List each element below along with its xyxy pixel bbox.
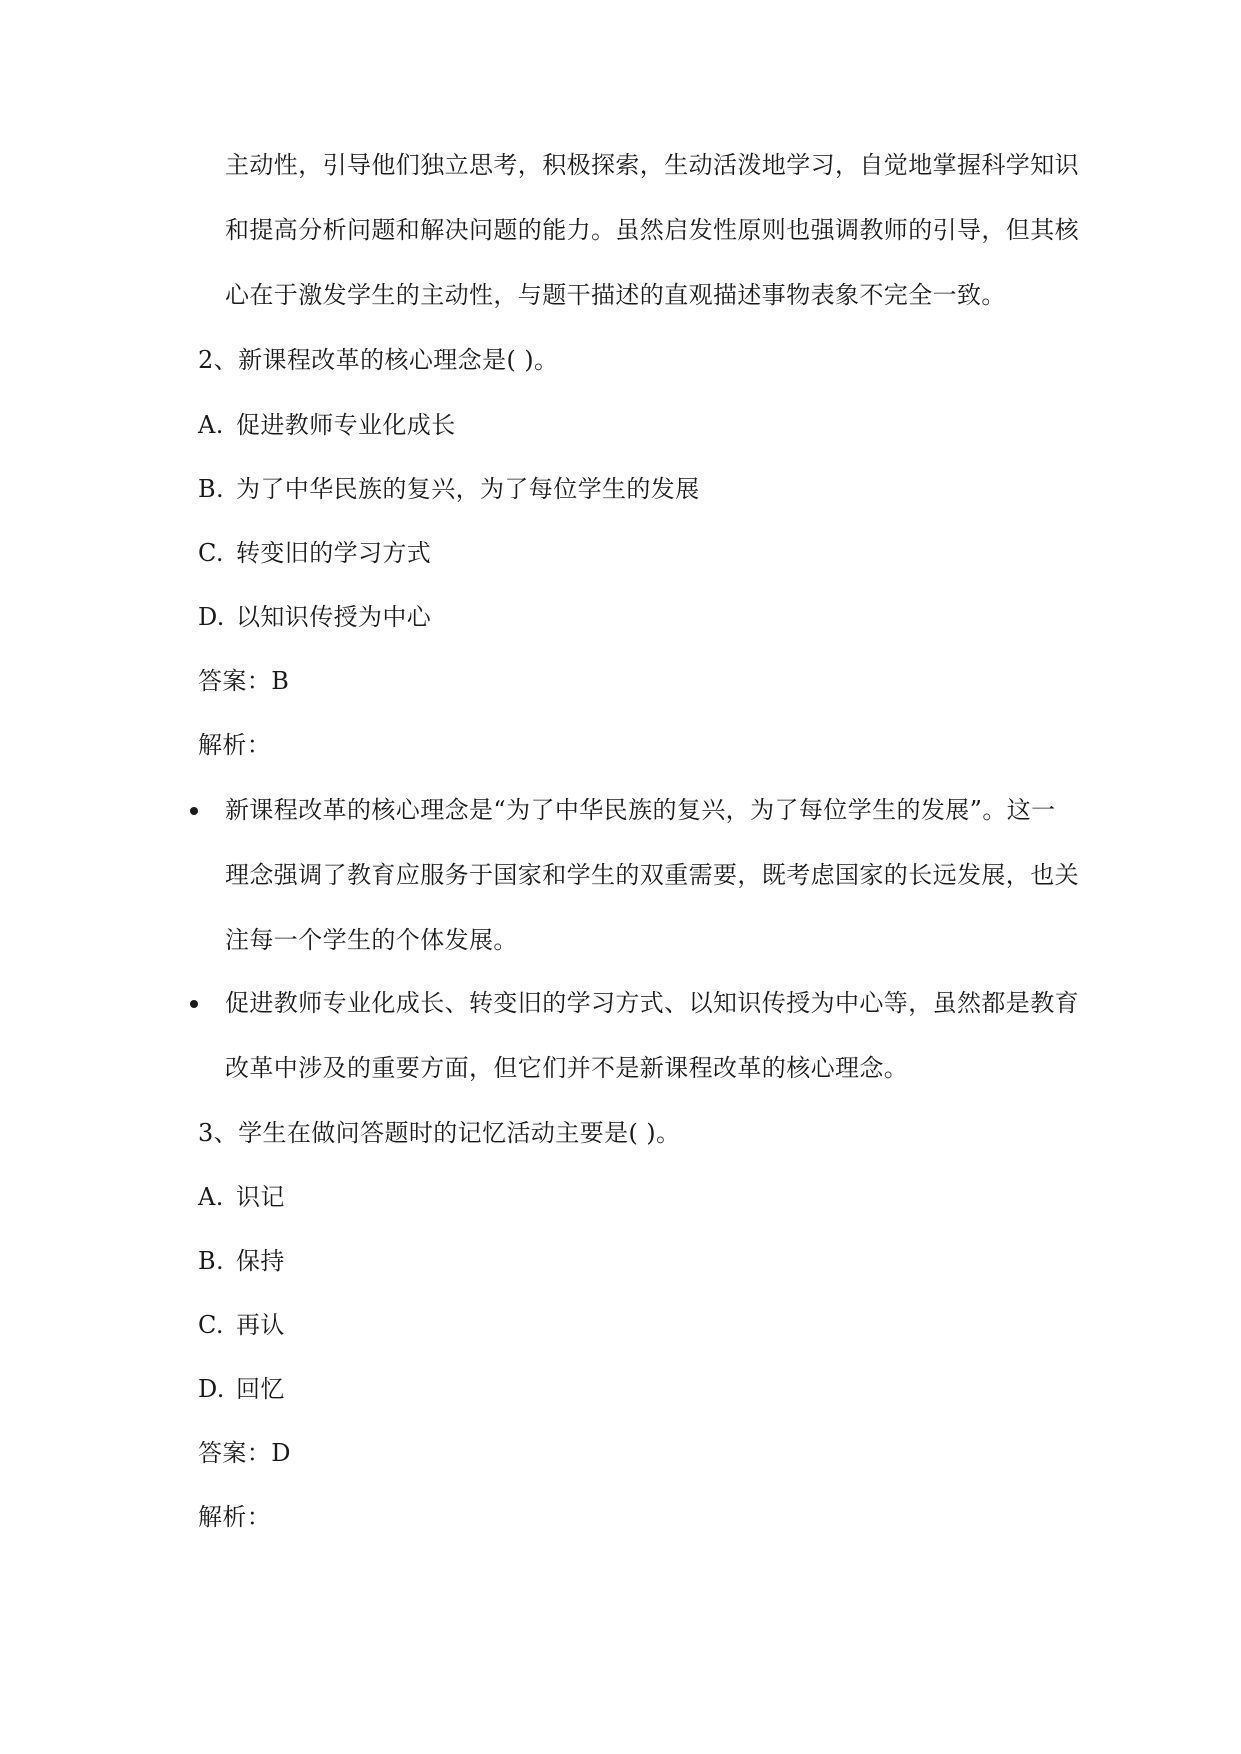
q3-option-d — [198, 1374, 285, 1404]
analysis-line: 主动性，引导他们独立思考，积极探索，生动活泼地学习，自觉地掌握科学知识 — [225, 151, 1079, 179]
option-text: 识记 — [236, 1183, 285, 1211]
option-text: 促进教师专业化成长 — [236, 411, 456, 439]
option-letter: B. — [198, 1247, 225, 1275]
q3-option-b — [198, 1246, 285, 1276]
bullet-1-line: 新课程改革的核心理念是“为了中华民族的复兴，为了每位学生的发展”。这一 — [225, 796, 1056, 824]
option-letter: A. — [198, 411, 224, 439]
question-3-title: 3、学生在做问答题时的记忆活动主要是( )。 — [198, 1119, 681, 1147]
bullet-1-line: 理念强调了教育应服务于国家和学生的双重需要，既考虑国家的长远发展，也关 — [225, 861, 1079, 889]
q3-option-a — [198, 1182, 285, 1212]
q2-answer: 答案：B — [198, 667, 290, 695]
bullet-icon — [190, 1000, 198, 1008]
option-letter: C. — [198, 1311, 224, 1339]
q2-analysis-label: 解析： — [198, 731, 272, 759]
question-2-title: 2、新课程改革的核心理念是( )。 — [198, 346, 559, 374]
q2-option-d — [198, 602, 431, 632]
option-letter: A. — [198, 1183, 224, 1211]
option-text: 再认 — [236, 1311, 285, 1339]
option-letter: C. — [198, 539, 224, 567]
q3-answer: 答案：D — [198, 1439, 291, 1467]
q2-option-c — [198, 538, 431, 568]
option-letter: D. — [198, 1375, 225, 1403]
option-text: 转变旧的学习方式 — [236, 539, 432, 567]
analysis-line: 和提高分析问题和解决问题的能力。虽然启发性原则也强调教师的引导，但其核 — [225, 216, 1079, 244]
option-letter: D. — [198, 603, 225, 631]
q3-option-c — [198, 1310, 285, 1340]
option-text: 回忆 — [236, 1375, 285, 1403]
option-text: 保持 — [236, 1247, 285, 1275]
analysis-line: 心在于激发学生的主动性，与题干描述的直观描述事物表象不完全一致。 — [225, 281, 1006, 309]
bullet-icon — [190, 807, 198, 815]
option-letter: B. — [198, 475, 225, 503]
q2-option-a — [198, 410, 456, 440]
q3-analysis-label: 解析： — [198, 1503, 272, 1531]
bullet-1-line: 注每一个学生的个体发展。 — [225, 926, 518, 954]
option-text: 以知识传授为中心 — [236, 603, 432, 631]
option-text: 为了中华民族的复兴，为了每位学生的发展 — [236, 475, 700, 503]
bullet-2-line: 改革中涉及的重要方面，但它们并不是新课程改革的核心理念。 — [225, 1054, 909, 1082]
q2-option-b — [198, 474, 700, 504]
bullet-2-line: 促进教师专业化成长、转变旧的学习方式、以知识传授为中心等，虽然都是教育 — [225, 989, 1079, 1017]
